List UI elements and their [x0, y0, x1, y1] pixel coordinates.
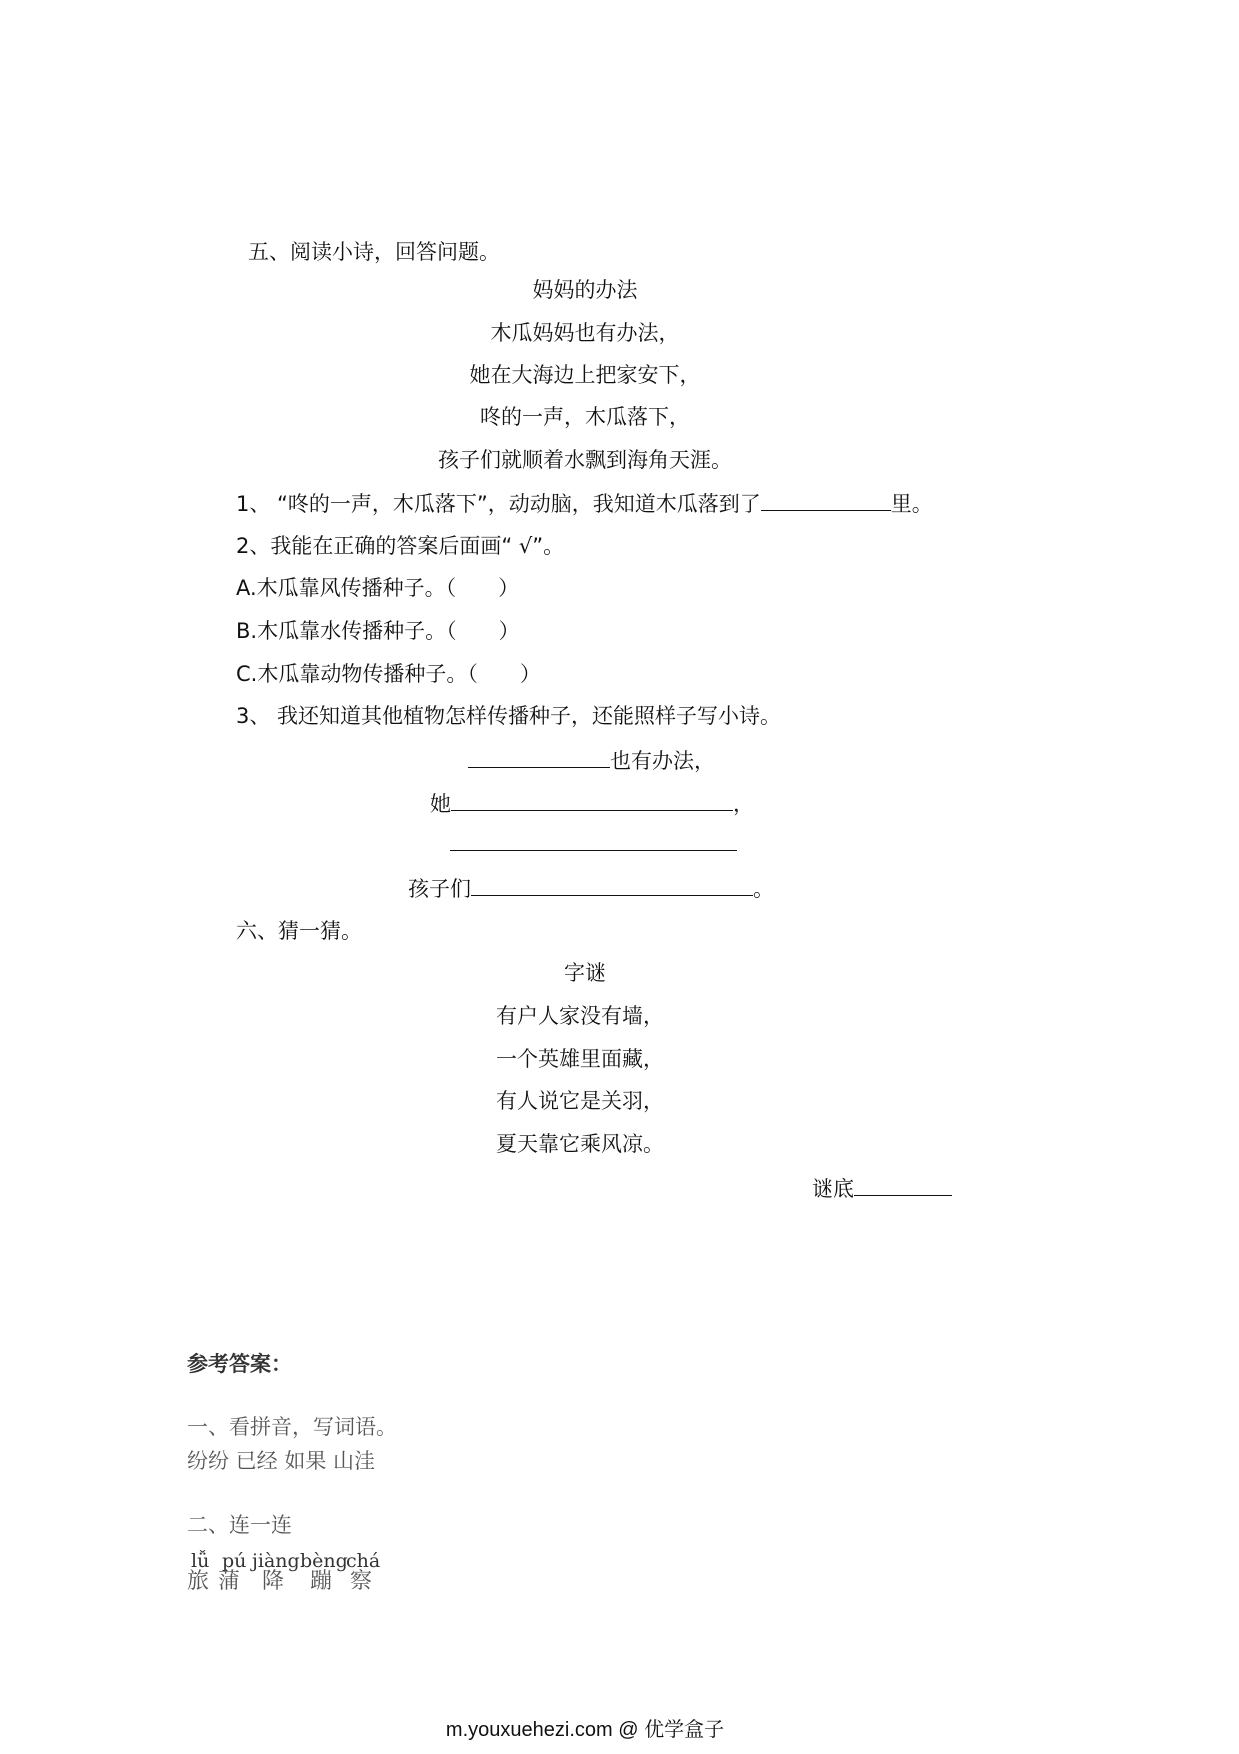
- fill-line-2: [430, 790, 754, 817]
- answer-char: 旅: [187, 1569, 210, 1594]
- answer-blank[interactable]: [471, 875, 753, 896]
- riddle-line: 有人说它是关羽，: [496, 1089, 664, 1113]
- answer-char: 蒲: [218, 1569, 241, 1594]
- answer-char: 蹦: [310, 1569, 333, 1594]
- question-3: 3、 我还知道其他植物怎样传播种子，还能照样子写小诗。: [236, 704, 782, 728]
- fill-line-2-suffix: ，: [733, 792, 754, 816]
- poem-title: 妈妈的办法: [532, 278, 638, 302]
- fill-line-1: [468, 747, 715, 774]
- answer-char: 察: [350, 1569, 373, 1594]
- riddle-title: 字谜: [564, 961, 606, 985]
- question-1-text: 1、 “咚的一声，木瓜落下”，动动脑，我知道木瓜落到了: [236, 492, 761, 516]
- fill-line-4: [408, 875, 774, 902]
- answer-blank[interactable]: [468, 747, 610, 768]
- answers-part1-words: 纷纷 已经 如果 山洼: [187, 1449, 376, 1473]
- pinyin: bèng: [300, 1550, 348, 1572]
- question-1-suffix: 里。: [890, 492, 933, 516]
- question-1: [236, 490, 933, 517]
- answers-part1-title: 一、看拼音，写词语。: [187, 1415, 397, 1439]
- answer-blank[interactable]: [854, 1175, 952, 1196]
- option-c: C.木瓜靠动物传播种子。（ ）: [236, 662, 541, 686]
- fill-line-1-suffix: 也有办法，: [610, 749, 715, 773]
- answer-blank[interactable]: [761, 490, 891, 511]
- section6-heading: 六、猜一猜。: [236, 919, 362, 943]
- answer-blank[interactable]: [451, 790, 733, 811]
- question-2: 2、我能在正确的答案后面画“ √”。: [236, 534, 565, 558]
- poem-line: 她在大海边上把家安下，: [469, 363, 701, 387]
- footer-watermark: m.youxuehezi.com @ 优学盒子: [445, 1719, 725, 1741]
- riddle-answer: [812, 1175, 952, 1202]
- fill-line-2-prefix: 她: [430, 792, 451, 816]
- section5-heading: 五、阅读小诗，回答问题。: [248, 240, 500, 264]
- answer-char: 降: [262, 1569, 285, 1594]
- riddle-line: 有户人家没有墙，: [496, 1004, 664, 1028]
- option-a: A.木瓜靠风传播种子。（ ）: [236, 576, 520, 600]
- fill-line-4-prefix: 孩子们: [408, 877, 471, 901]
- riddle-answer-label: 谜底: [812, 1177, 854, 1201]
- fill-line-4-suffix: 。: [753, 877, 774, 901]
- pinyin: chá: [346, 1550, 381, 1572]
- option-b: B.木瓜靠水传播种子。（ ）: [236, 619, 520, 643]
- pinyin: jiàng: [252, 1550, 300, 1572]
- poem-line: 咚的一声，木瓜落下，: [480, 405, 690, 429]
- poem-line: 木瓜妈妈也有办法，: [490, 321, 680, 345]
- answers-part2-title: 二、连一连: [187, 1513, 292, 1537]
- poem-line: 孩子们就顺着水飘到海角天涯。: [438, 448, 732, 472]
- riddle-line: 一个英雄里面藏，: [496, 1047, 664, 1071]
- riddle-line: 夏天靠它乘风凉。: [496, 1132, 664, 1156]
- answer-blank[interactable]: [450, 850, 737, 851]
- pinyin: pú: [222, 1550, 247, 1572]
- pinyin: lǚ: [191, 1550, 210, 1572]
- answers-heading: 参考答案：: [187, 1352, 292, 1376]
